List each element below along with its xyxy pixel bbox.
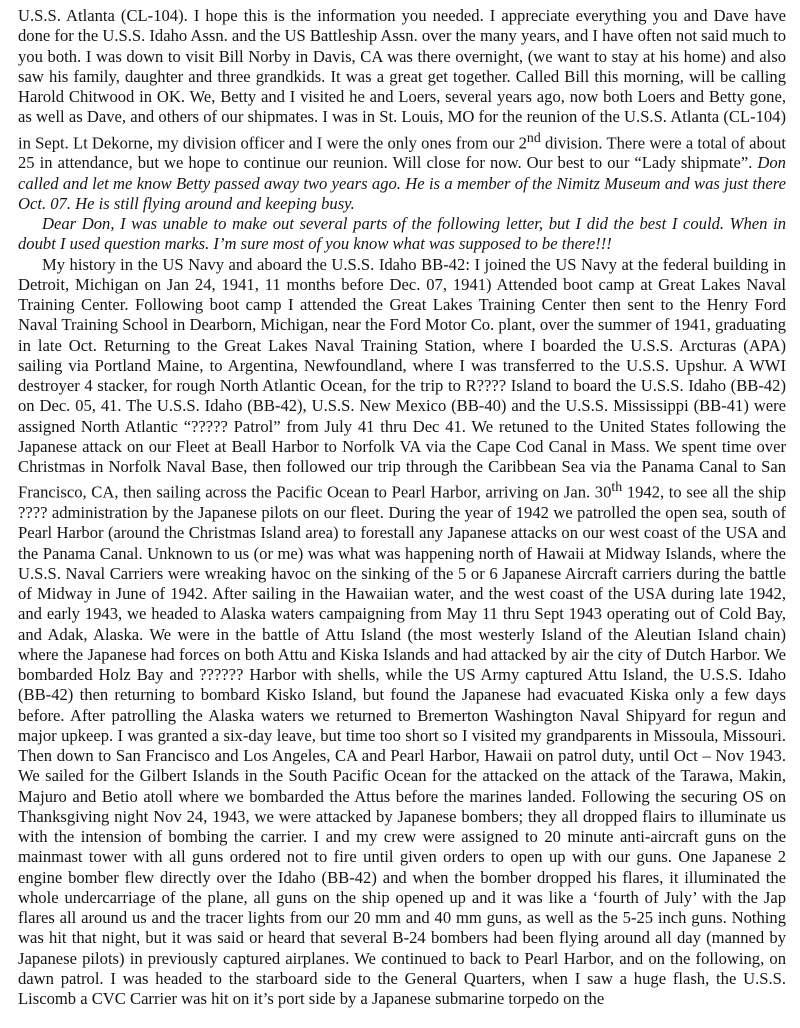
editor-note: Dear Don, I was unable to make out several parts of the following letter, but I did the best I could. When in doubt I used question marks. I’m sure most of you know what was supposed to be there!!! — [18, 214, 786, 254]
navy-history-paragraph — [18, 255, 786, 1010]
ordinal-suffix: th — [611, 479, 623, 495]
letter-intro-continued: division. There were a total of about 25 in attendance, but we hope to continue our reunion. Will close for now. Our best to our “Lady shipmate”. — [18, 133, 786, 173]
letter-paragraph — [18, 6, 786, 214]
navy-history-text-part2: 1942, to see all the ship ???? administration by the Japanese pilots on our fleet. During the year of 1942 we patrolled the open sea, south of Pearl Harbor (around the Christmas Island area) to forestall any Japanese attacks on our west coast of the USA and the Panama Canal. Unknown to us (or me) was what was happening north of Hawaii at Midway Islands, where the U.S.S. Naval Carriers were wreaking havoc on the sinking of the 5 or 6 Japanese Aircraft carriers during the battle of Midway in June of 1942. After sailing in the Hawaiian water, and the west coast of the USA during late 1942, and early 1943, we headed to Alaska waters campaigning from May 11 thru Sept 1943 operating out of Cold Bay, and Adak, Alaska. We were in the battle of Attu Island (the most westerly Island of the Aleutian Island chain) where the Japanese had forces on both Attu and Kiska Islands and had attacked by air the city of Dutch Harbor. We bombarded Holz Bay and ?????? Harbor with shells, while the US Army captured Attu Island, the U.S.S. Idaho (BB-42) then returning to bombard Kisko Island, but found the Japanese had evacuated Kiska only a few days before. After patrolling the Alaska waters we returned to Bremerton Washington Naval Shipyard for regun and major upkeep. I was granted a six-day leave, but time too short so I visited my grandparents in Missoula, Missouri. Then down to San Francisco and Los Angeles, CA and Pearl Harbor, Hawaii on patrol duty, until Oct – Nov 1943. We sailed for the Gilbert Islands in the South Pacific Ocean for the attacked on the attack of the Tarawa, Makin, Majuro and Betio atoll where we bombarded the Attus before the marines landed. Following the securing OS on Thanksgiving night Nov 24, 1943, we were attacked by Japanese bombers; they all dropped flairs to illuminate us with the intension of bombing the carrier. I and my crew were assigned to 20 minute anti-aircraft guns on the mainmast tower with all guns ordered not to fire until given orders to open up with our guns. One Japanese 2 engine bomber flew directly over the Idaho (BB-42) and when the bomber dropped his flares, it illuminated the whole undercarriage of the plane, all guns on the ship opened up and it was like a ‘fourth of July’ with the Jap flares all around us and the tracer lights from our 20 mm and 40 mm guns, as well as the 5-25 inch guns. Nothing was hit that night, but it was said or heard that several B-24 bombers had been flying around all day (manned by Japanese pilots) in previously captured airplanes. We continued to back to Pearl Harbor, and on the following, on dawn patrol. I was headed to the starboard side to the General Quarters, when I saw a huge flash, the U.S.S. Liscomb a CVC Carrier was hit on it’s port side by a Japanese submarine torpedo on the — [18, 482, 787, 1009]
editor-aside: Don called and let me know Betty passed away two years ago. He is a member of the Nimitz Museum and was just there Oct. 07. He is still flying around and keeping busy. — [18, 153, 786, 213]
navy-history-text-part1: My history in the US Navy and aboard the U.S.S. Idaho BB-42: I joined the US Navy at the federal building in Detroit, Michigan on Jan 24, 1941, 11 months before Dec. 07, 1941) Attended boot camp at Great Lakes Naval Training Center. Following boot camp I attended the Great Lakes Training Center then sent to the Henry Ford Naval Training School in Dearborn, Michigan, near the Ford Motor Co. plant, over the summer of 1941, graduating in late Oct. Returning to the Great Lakes Naval Training Station, where I boarded the U.S.S. Arcturas (APA) sailing via Portland Maine, to Argentina, Newfoundland, where I was transferred to the U.S.S. Upshur. A WWI destroyer 4 stacker, for rough North Atlantic Ocean, for the trip to R???? Island to board the U.S.S. Idaho (BB-42) on Dec. 05, 41. The U.S.S. Idaho (BB-42), U.S.S. New Mexico (BB-40) and the U.S.S. Mississippi (BB-41) were assigned North Atlantic “????? Patrol” from July 41 thru Dec 41. We retuned to the United States following the Japanese attack on our Fleet at Beall Harbor to Norfolk VA via the Cape Cod Canal in Mass. We spent time over Christmas in Norfolk Naval Base, then followed our trip through the Caribbean Sea via the Panama Canal to San Francisco, CA, then sailing across the Pacific Ocean to Pearl Harbor, arriving on Jan. 30 — [18, 254, 786, 502]
ordinal-suffix: nd — [526, 129, 541, 145]
letter-intro-text: U.S.S. Atlanta (CL-104). I hope this is the information you needed. I appreciate everything you and Dave have done for the U.S.S. Idaho Assn. and the US Battleship Assn. over the many years, and I have often not said much to you both. I was down to visit Bill Norby in Davis, CA was there overnight, (we want to stay at his home) and also saw his family, daughter and three grandkids. It was a great get together. Called Bill this morning, will be calling Harold Chitwood in OK. We, Betty and I visited he and Loers, several years ago, now both Loers and Betty gone, as well as Dave, and others of our shipmates. I was in St. Louis, MO for the reunion of the U.S.S. Atlanta (CL-104) in Sept. Lt Dekorne, my division officer and I were the only ones from our 2 — [18, 6, 786, 153]
